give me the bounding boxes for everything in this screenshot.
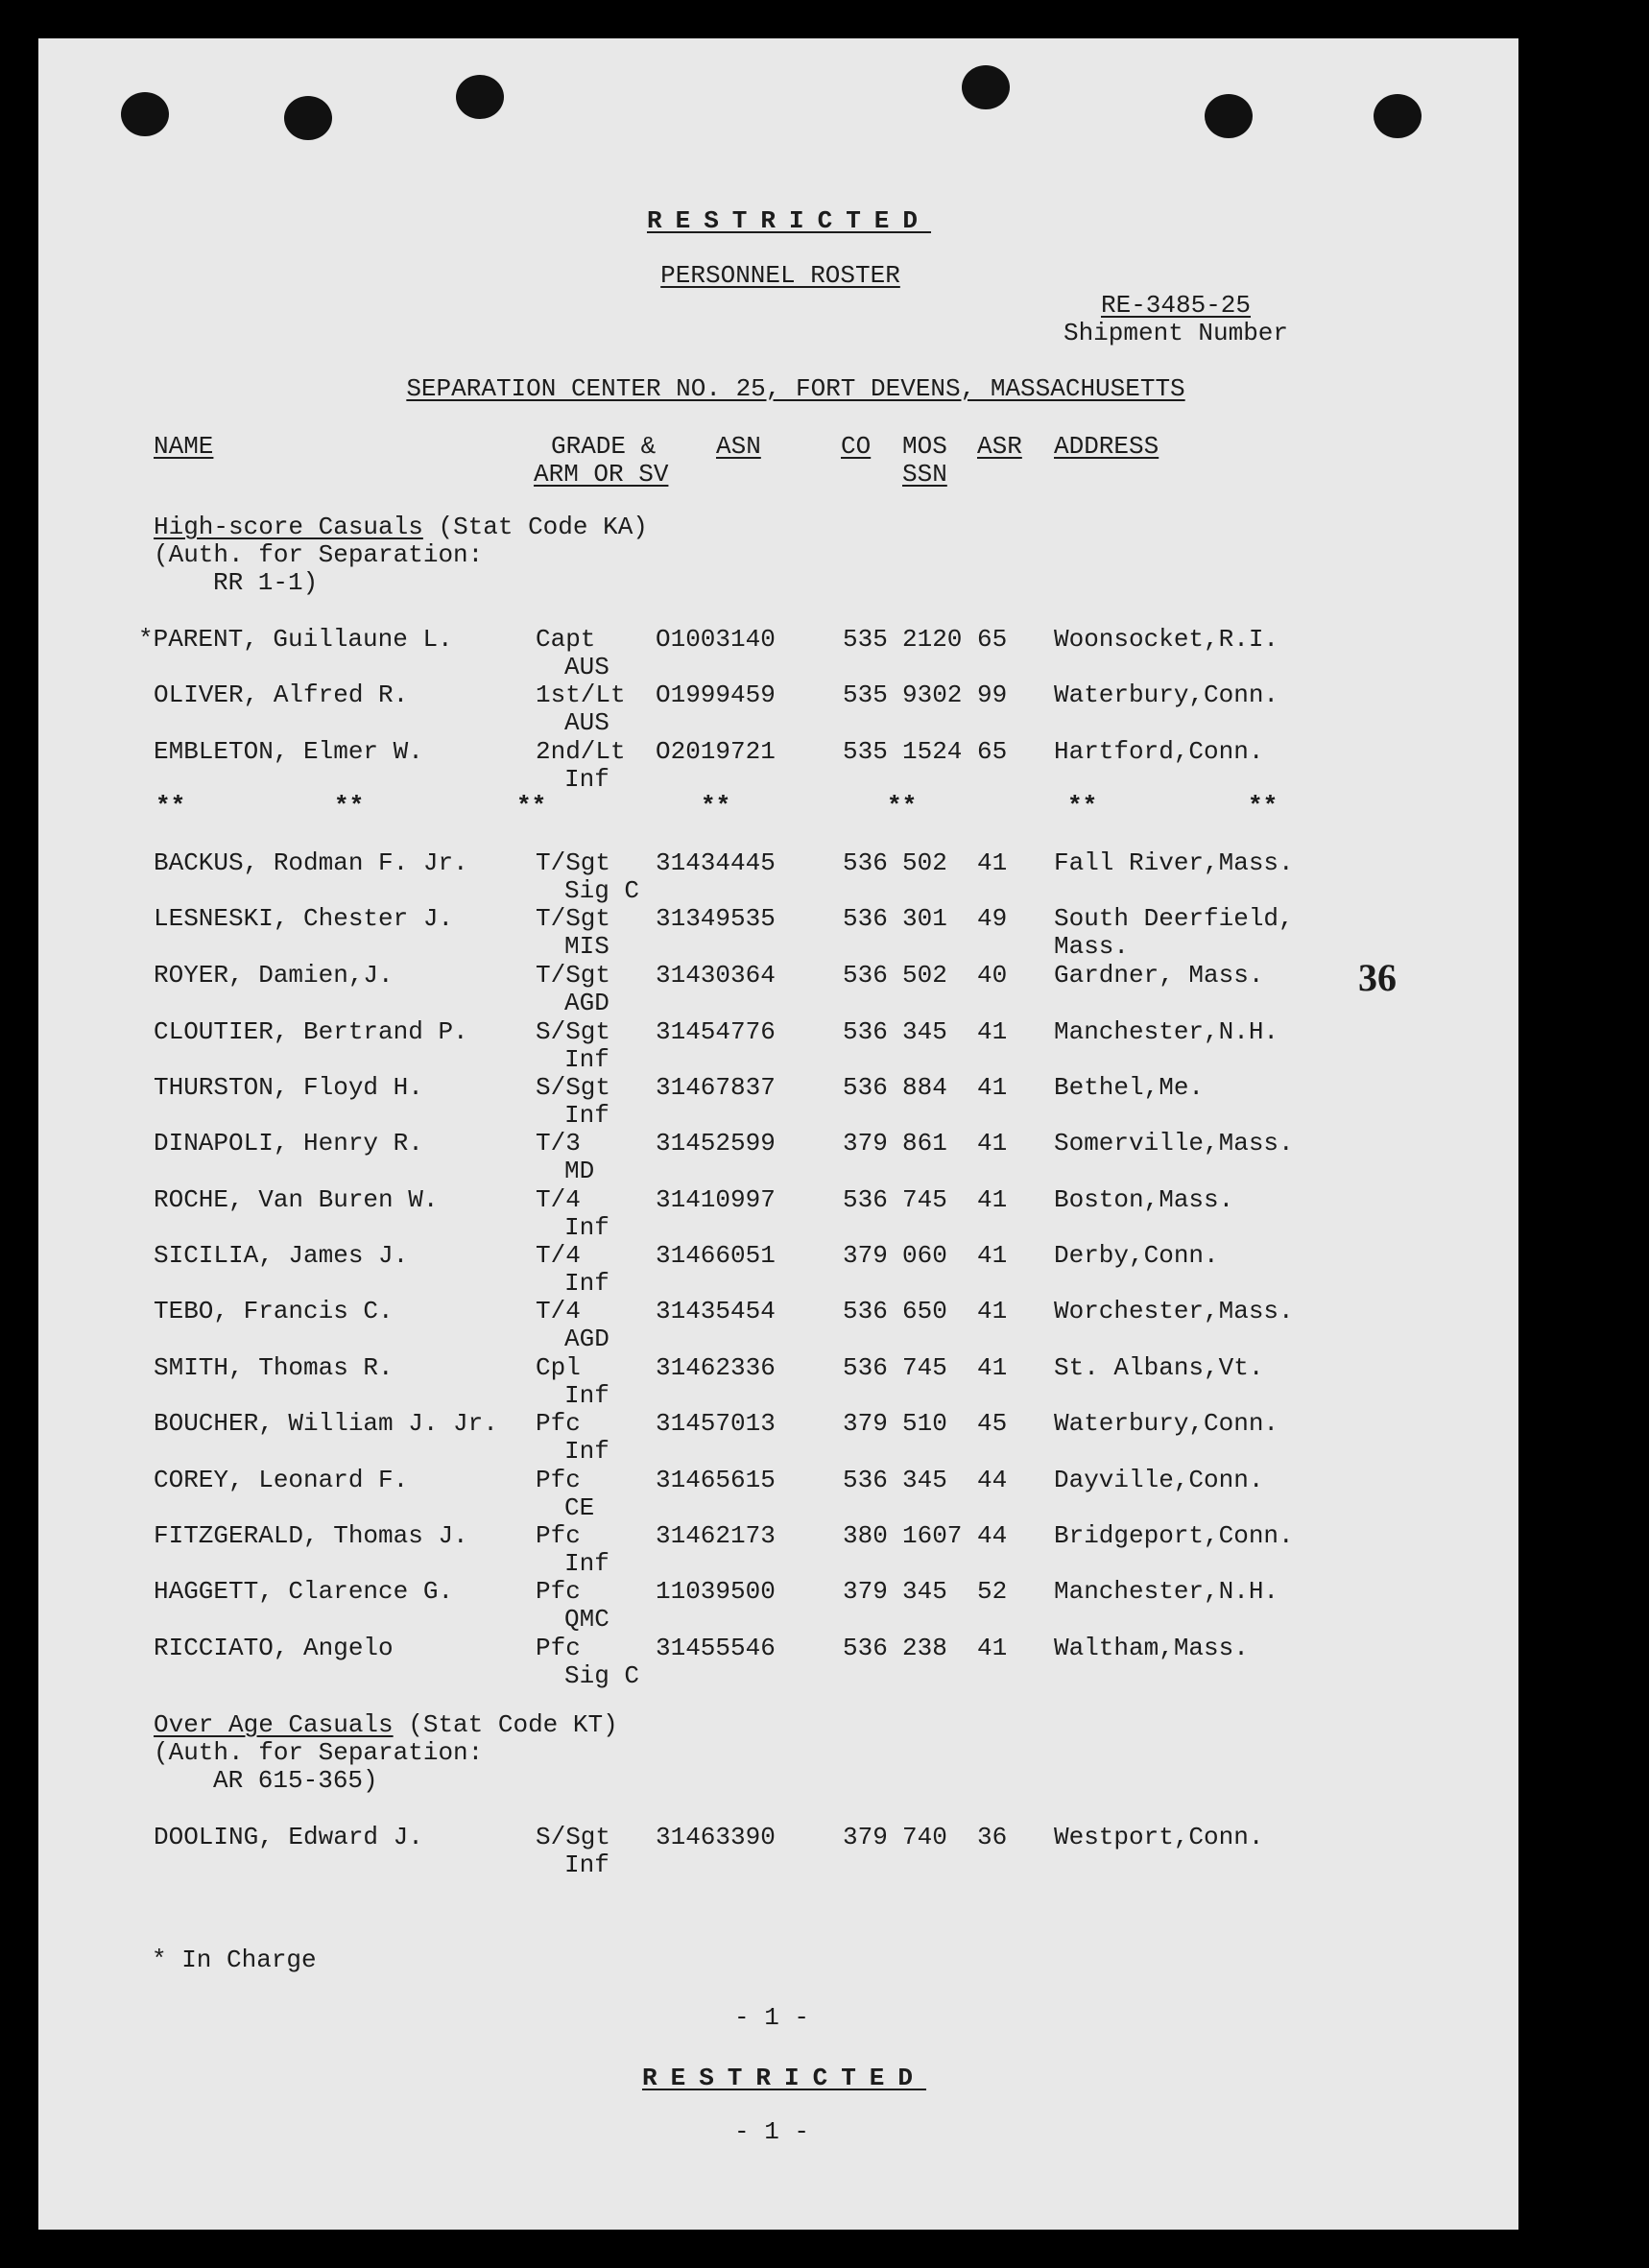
address-cell: Westport,Conn.: [1054, 1823, 1264, 1851]
separator-mark: **: [887, 792, 918, 821]
arm-cell: CE: [564, 1493, 595, 1522]
mos-cell: 745: [902, 1185, 947, 1214]
asn-cell: 31434445: [656, 848, 776, 877]
asr-cell: 41: [977, 1353, 1008, 1382]
table-row: [38, 962, 1518, 1019]
asn-cell: 31349535: [656, 904, 776, 933]
classification-header: RESTRICTED: [646, 206, 932, 235]
separator-mark: **: [155, 792, 186, 821]
address-cell-continued: Mass.: [1054, 932, 1130, 961]
asn-cell: 31457013: [656, 1409, 776, 1438]
name-cell: LESNESKI, Chester J.: [154, 904, 454, 933]
asr-cell: 41: [977, 1073, 1008, 1102]
arm-cell: AUS: [564, 708, 609, 737]
arm-cell: MD: [564, 1157, 595, 1185]
column-arm: ARM OR SV: [534, 460, 669, 489]
arm-cell: MIS: [564, 932, 609, 961]
section-authority-ref: AR 615-365): [213, 1766, 378, 1795]
mos-cell: 740: [902, 1823, 947, 1851]
grade-cell: Pfc: [536, 1634, 581, 1662]
punch-hole: [962, 65, 1010, 109]
address-cell: Worchester,Mass.: [1054, 1297, 1294, 1325]
separator-mark: **: [701, 792, 731, 821]
section-heading: [154, 513, 648, 541]
arm-cell: AUS: [564, 653, 609, 681]
asn-cell: 31410997: [656, 1185, 776, 1214]
asn-cell: 31454776: [656, 1017, 776, 1046]
name-cell: BACKUS, Rodman F. Jr.: [154, 848, 468, 877]
address-cell: Manchester,N.H.: [1054, 1577, 1279, 1606]
section-heading: [154, 1710, 618, 1739]
name-cell: DOOLING, Edward J.: [154, 1823, 423, 1851]
grade-cell: 1st/Lt: [536, 680, 626, 709]
asr-cell: 41: [977, 848, 1008, 877]
arm-cell: Inf: [564, 1549, 609, 1578]
address-cell: Hartford,Conn.: [1054, 737, 1264, 766]
arm-cell: AGD: [564, 989, 609, 1017]
grade-cell: T/3: [536, 1129, 581, 1158]
punch-hole: [1374, 94, 1422, 138]
grade-cell: T/4: [536, 1241, 581, 1270]
arm-cell: AGD: [564, 1325, 609, 1353]
co-cell: 379: [843, 1577, 888, 1606]
grade-cell: T/Sgt: [536, 904, 611, 933]
name-cell: EMBLETON, Elmer W.: [154, 737, 423, 766]
address-cell: Fall River,Mass.: [1054, 848, 1294, 877]
table-row: [38, 1018, 1518, 1076]
grade-cell: Capt: [536, 625, 596, 654]
column-ssn: SSN: [902, 460, 947, 489]
table-row: [38, 681, 1518, 739]
co-cell: 379: [843, 1241, 888, 1270]
name-cell: *PARENT, Guillaune L.: [138, 625, 453, 654]
asn-cell: 31435454: [656, 1297, 776, 1325]
grade-cell: T/Sgt: [536, 848, 611, 877]
arm-cell: Sig C: [564, 876, 640, 905]
separator-mark: **: [334, 792, 365, 821]
asr-cell: 49: [977, 904, 1008, 933]
asn-cell: 31463390: [656, 1823, 776, 1851]
address-cell: Waltham,Mass.: [1054, 1634, 1249, 1662]
separator-mark: **: [1248, 792, 1279, 821]
column-grade: GRADE &: [551, 432, 657, 461]
section-authority-ref: RR 1-1): [213, 568, 319, 597]
co-cell: 380: [843, 1521, 888, 1550]
address-cell: St. Albans,Vt.: [1054, 1353, 1264, 1382]
asr-cell: 65: [977, 625, 1008, 654]
section-title: High-score Casuals: [154, 513, 423, 541]
asn-cell: 31462173: [656, 1521, 776, 1550]
table-row: [38, 905, 1518, 963]
table-row: [38, 738, 1518, 796]
table-row: [38, 1242, 1518, 1300]
mos-cell: 1607: [902, 1521, 963, 1550]
grade-cell: Pfc: [536, 1521, 581, 1550]
footnote: * In Charge: [152, 1946, 317, 1974]
co-cell: 536: [843, 904, 888, 933]
grade-cell: Cpl: [536, 1353, 581, 1382]
grade-cell: Pfc: [536, 1577, 581, 1606]
asn-cell: O1003140: [656, 625, 776, 654]
co-cell: 536: [843, 1185, 888, 1214]
name-cell: SICILIA, James J.: [154, 1241, 409, 1270]
separator-mark: **: [516, 792, 547, 821]
arm-cell: Inf: [564, 765, 609, 794]
asr-cell: 45: [977, 1409, 1008, 1438]
arm-cell: Sig C: [564, 1661, 640, 1690]
asr-cell: 99: [977, 680, 1008, 709]
table-row: [38, 1824, 1518, 1881]
mos-cell: 745: [902, 1353, 947, 1382]
table-row: [38, 1410, 1518, 1468]
address-cell: Gardner, Mass.: [1054, 961, 1264, 990]
column-asr: ASR: [977, 432, 1022, 461]
section-authority: (Auth. for Separation:: [154, 540, 484, 569]
name-cell: BOUCHER, William J. Jr.: [154, 1409, 498, 1438]
asr-cell: 36: [977, 1823, 1008, 1851]
co-cell: 536: [843, 1017, 888, 1046]
co-cell: 379: [843, 1129, 888, 1158]
arm-cell: Inf: [564, 1213, 609, 1242]
name-cell: FITZGERALD, Thomas J.: [154, 1521, 468, 1550]
table-row: [38, 1354, 1518, 1412]
asn-cell: 31452599: [656, 1129, 776, 1158]
section-authority: (Auth. for Separation:: [154, 1738, 484, 1767]
name-cell: SMITH, Thomas R.: [154, 1353, 394, 1382]
co-cell: 536: [843, 961, 888, 990]
co-cell: 535: [843, 625, 888, 654]
address-cell: Bridgeport,Conn.: [1054, 1521, 1294, 1550]
shipment-number-label: Shipment Number: [1063, 319, 1289, 347]
address-cell: Waterbury,Conn.: [1054, 1409, 1279, 1438]
table-row: [38, 849, 1518, 907]
arm-cell: Inf: [564, 1850, 609, 1879]
document-title: PERSONNEL ROSTER: [660, 261, 900, 290]
name-cell: HAGGETT, Clarence G.: [154, 1577, 454, 1606]
asr-cell: 44: [977, 1466, 1008, 1494]
table-row: [38, 1467, 1518, 1524]
asn-cell: 31455546: [656, 1634, 776, 1662]
punch-hole: [121, 92, 169, 136]
arm-cell: Inf: [564, 1269, 609, 1298]
co-cell: 535: [843, 680, 888, 709]
mos-cell: 345: [902, 1466, 947, 1494]
mos-cell: 060: [902, 1241, 947, 1270]
mos-cell: 1524: [902, 737, 963, 766]
arm-cell: Inf: [564, 1045, 609, 1074]
grade-cell: S/Sgt: [536, 1073, 611, 1102]
punch-hole: [456, 75, 504, 119]
address-cell: Manchester,N.H.: [1054, 1017, 1279, 1046]
classification-footer: RESTRICTED: [641, 2064, 927, 2092]
address-cell: Woonsocket,R.I.: [1054, 625, 1279, 654]
co-cell: 535: [843, 737, 888, 766]
table-row: [38, 1298, 1518, 1355]
grade-cell: T/4: [536, 1185, 581, 1214]
section-stat-code: (Stat Code KT): [408, 1710, 618, 1739]
table-row: [38, 1522, 1518, 1580]
punch-hole: [1205, 94, 1253, 138]
punch-hole: [284, 96, 332, 140]
asr-cell: 52: [977, 1577, 1008, 1606]
asr-cell: 44: [977, 1521, 1008, 1550]
mos-cell: 9302: [902, 680, 963, 709]
co-cell: 536: [843, 848, 888, 877]
separation-center: SEPARATION CENTER NO. 25, FORT DEVENS, MASSACHUSETTS: [406, 374, 1185, 403]
mos-cell: 650: [902, 1297, 947, 1325]
co-cell: 379: [843, 1823, 888, 1851]
co-cell: 536: [843, 1353, 888, 1382]
shipment-number: RE-3485-25: [1100, 291, 1252, 320]
asn-cell: 31430364: [656, 961, 776, 990]
mos-cell: 345: [902, 1017, 947, 1046]
mos-cell: 510: [902, 1409, 947, 1438]
arm-cell: Inf: [564, 1381, 609, 1410]
co-cell: 536: [843, 1073, 888, 1102]
table-row: [38, 1130, 1518, 1187]
address-cell: Bethel,Me.: [1054, 1073, 1205, 1102]
name-cell: DINAPOLI, Henry R.: [154, 1129, 423, 1158]
asr-cell: 41: [977, 1241, 1008, 1270]
mos-cell: 345: [902, 1577, 947, 1606]
grade-cell: 2nd/Lt: [536, 737, 626, 766]
asr-cell: 41: [977, 1129, 1008, 1158]
name-cell: OLIVER, Alfred R.: [154, 680, 409, 709]
asn-cell: 31466051: [656, 1241, 776, 1270]
mos-cell: 238: [902, 1634, 947, 1662]
section-stat-code: (Stat Code KA): [438, 513, 648, 541]
asn-cell: 31465615: [656, 1466, 776, 1494]
address-cell: Boston,Mass.: [1054, 1185, 1234, 1214]
name-cell: TEBO, Francis C.: [154, 1297, 394, 1325]
co-cell: 536: [843, 1297, 888, 1325]
asn-cell: 31467837: [656, 1073, 776, 1102]
name-cell: ROCHE, Van Buren W.: [154, 1185, 439, 1214]
mos-cell: 884: [902, 1073, 947, 1102]
column-address: ADDRESS: [1054, 432, 1159, 461]
name-cell: COREY, Leonard F.: [154, 1466, 409, 1494]
address-cell: South Deerfield,: [1054, 904, 1294, 933]
grade-cell: S/Sgt: [536, 1017, 611, 1046]
address-cell: Somerville,Mass.: [1054, 1129, 1294, 1158]
separator-mark: **: [1067, 792, 1098, 821]
asr-cell: 41: [977, 1634, 1008, 1662]
address-cell: Waterbury,Conn.: [1054, 680, 1279, 709]
table-row: [38, 1074, 1518, 1132]
grade-cell: S/Sgt: [536, 1823, 611, 1851]
name-cell: ROYER, Damien,J.: [154, 961, 394, 990]
arm-cell: QMC: [564, 1605, 609, 1634]
margin-page-number: 36: [1358, 956, 1397, 999]
grade-cell: T/Sgt: [536, 961, 611, 990]
name-cell: RICCIATO, Angelo: [154, 1634, 394, 1662]
asr-cell: 40: [977, 961, 1008, 990]
asr-cell: 41: [977, 1297, 1008, 1325]
mos-cell: 502: [902, 848, 947, 877]
column-co: CO: [841, 432, 872, 461]
mos-cell: 861: [902, 1129, 947, 1158]
table-row: [38, 1635, 1518, 1692]
address-cell: Dayville,Conn.: [1054, 1466, 1264, 1494]
column-name: NAME: [154, 432, 214, 461]
asn-cell: O2019721: [656, 737, 776, 766]
co-cell: 379: [843, 1409, 888, 1438]
asn-cell: O1999459: [656, 680, 776, 709]
document-page: [38, 38, 1518, 2230]
address-cell: Derby,Conn.: [1054, 1241, 1219, 1270]
column-asn: ASN: [716, 432, 761, 461]
mos-cell: 301: [902, 904, 947, 933]
asn-cell: 11039500: [656, 1577, 776, 1606]
page-number: - 1 -: [733, 2003, 810, 2032]
asr-cell: 41: [977, 1017, 1008, 1046]
section-title: Over Age Casuals: [154, 1710, 394, 1739]
arm-cell: Inf: [564, 1437, 609, 1466]
asn-cell: 31462336: [656, 1353, 776, 1382]
table-row: [38, 1578, 1518, 1635]
grade-cell: Pfc: [536, 1466, 581, 1494]
co-cell: 536: [843, 1466, 888, 1494]
grade-cell: T/4: [536, 1297, 581, 1325]
mos-cell: 2120: [902, 625, 963, 654]
co-cell: 536: [843, 1634, 888, 1662]
arm-cell: Inf: [564, 1101, 609, 1130]
asr-cell: 41: [977, 1185, 1008, 1214]
grade-cell: Pfc: [536, 1409, 581, 1438]
separator-row: [38, 793, 1518, 850]
asr-cell: 65: [977, 737, 1008, 766]
table-row: [38, 626, 1518, 683]
name-cell: THURSTON, Floyd H.: [154, 1073, 423, 1102]
column-mos: MOS: [902, 432, 947, 461]
name-cell: CLOUTIER, Bertrand P.: [154, 1017, 468, 1046]
table-row: [38, 1186, 1518, 1244]
page-number: - 1 -: [733, 2117, 810, 2146]
mos-cell: 502: [902, 961, 947, 990]
